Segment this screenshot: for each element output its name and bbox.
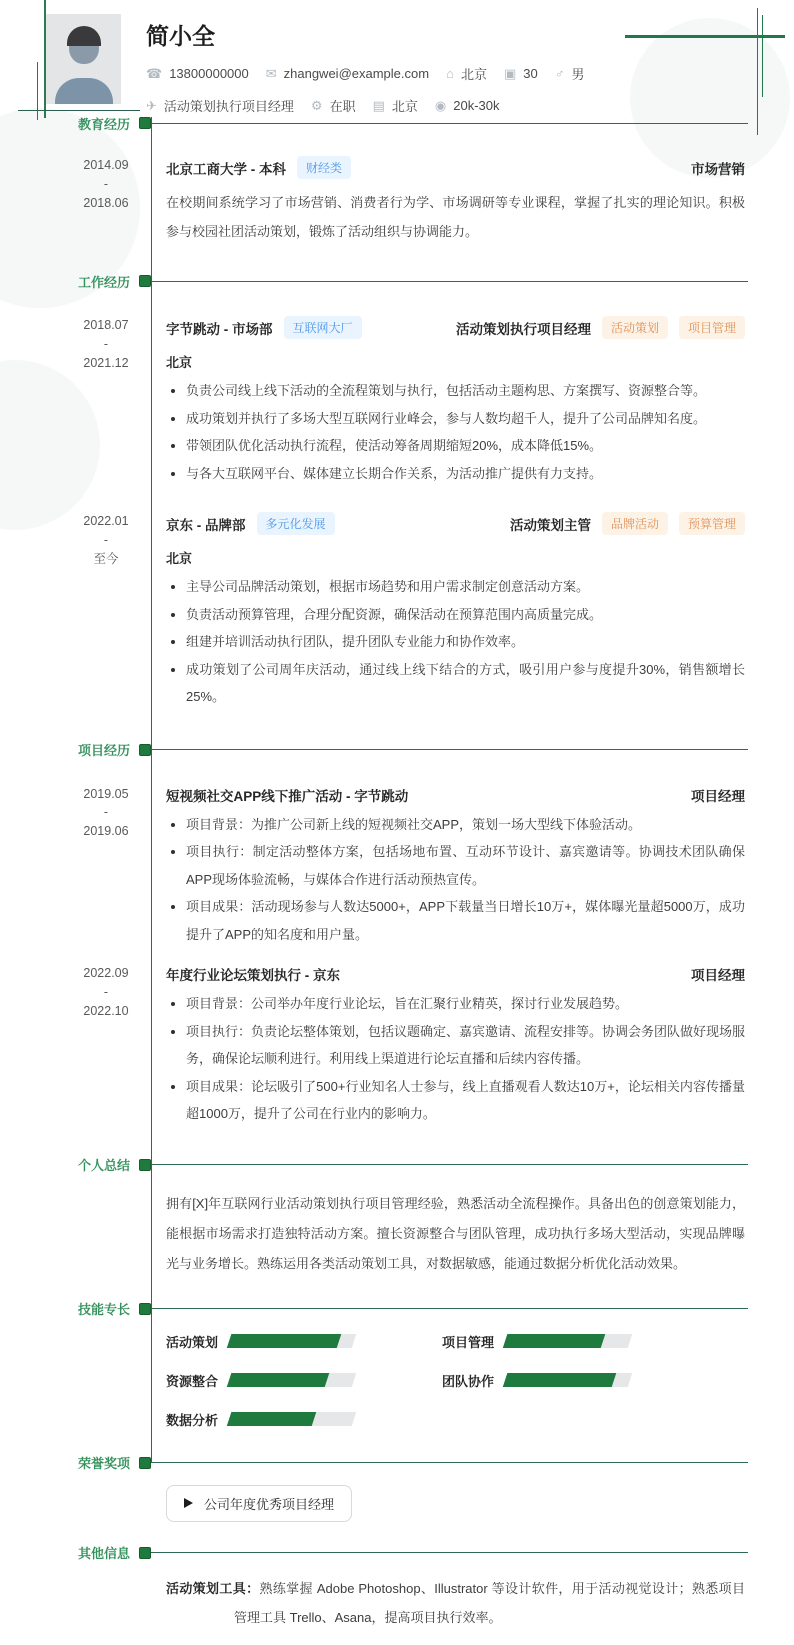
bullet-item: 主导公司品牌活动策划，根据市场趋势和用户需求制定创意活动方案。 (166, 573, 745, 601)
timeline-marker-icon (139, 275, 151, 287)
skill-bar (503, 1334, 633, 1348)
section-label-skills: 技能专长 (77, 1302, 130, 1317)
work-1-bullets (166, 377, 745, 487)
section-header-honors (0, 1456, 794, 1470)
skill-bar (227, 1373, 357, 1387)
bullet-item: 成功策划了公司周年庆活动，通过线上线下结合的方式，吸引用户参与度提升30%，销售额增长25%。 (166, 656, 745, 711)
bullet-item: 与各大互联网平台、媒体建立长期合作关系，为活动推广提供有力支持。 (166, 460, 745, 488)
skill-item (166, 1332, 398, 1351)
timeline-marker-icon (139, 117, 151, 129)
school-name: 北京工商大学 - 本科 (166, 161, 286, 177)
section-label-summary: 个人总结 (77, 1158, 130, 1173)
education-tag: 财经类 (297, 156, 351, 179)
project-entry-1 (0, 757, 794, 949)
job-tag: 品牌活动 (602, 512, 668, 535)
honors-entry (0, 1470, 794, 1522)
age-item (504, 66, 538, 82)
skills-entry (0, 1316, 794, 1429)
timeline-marker-icon (139, 1457, 151, 1469)
section-header-education (0, 116, 794, 130)
job-tag: 预算管理 (679, 512, 745, 535)
bullet-item: 带领团队优化活动执行流程，使活动筹备周期缩短20%，成本降低15%。 (166, 432, 745, 460)
timeline-marker-icon (139, 744, 151, 756)
education-dates: 2014.09 - 2018.06 (83, 158, 129, 210)
bullet-item: 项目执行：负责论坛整体策划，包括议题确定、嘉宾邀请、流程安排等。协调会务团队做好现场服务，确保论坛顺利进行。利用线上渠道进行论坛直播和后续内容传播。 (166, 1018, 745, 1073)
skill-name: 项目管理 (442, 1334, 495, 1350)
location-item (446, 64, 487, 83)
bullet-item: 组建并培训活动执行团队，提升团队专业能力和协作效率。 (166, 628, 745, 656)
company-name: 字节跳动 - 市场部 (166, 321, 273, 337)
status-icon: ⚙ (310, 97, 323, 113)
phone-item (146, 66, 249, 82)
other-info-text (166, 1574, 745, 1632)
timeline-marker-icon (139, 1547, 151, 1559)
project-role: 项目经理 (691, 968, 745, 983)
resume-header (0, 0, 794, 114)
city-icon: ▤ (372, 97, 385, 113)
phone-number: 13800000000 (169, 66, 249, 81)
education-entry (0, 130, 794, 246)
project-entry-2 (0, 964, 794, 1128)
bullet-item: 负责活动预算管理，合理分配资源，确保活动在预算范围内高质量完成。 (166, 601, 745, 629)
other-info-description: 熟练掌握 Adobe Photoshop、Illustrator 等设计软件，用于活动视觉设计；熟悉项目管理工具 Trello、Asana，提高项目执行效率。 (234, 1580, 745, 1625)
work-2-bullets (166, 573, 745, 711)
honor-badge (166, 1485, 352, 1522)
section-label-other: 其他信息 (77, 1546, 130, 1561)
section-divider (151, 123, 748, 124)
email-address: zhangwei@example.com (283, 66, 430, 81)
skill-item (166, 1410, 398, 1429)
work-2-dates: 2022.01 - 至今 (83, 514, 129, 566)
honor-text: 公司年度优秀项目经理 (204, 1496, 335, 1512)
skill-bar (227, 1334, 357, 1348)
section-divider (151, 1462, 748, 1463)
skill-bar (227, 1412, 357, 1426)
city-item (373, 96, 418, 115)
status-text: 在职 (329, 99, 356, 114)
section-divider (151, 1164, 748, 1165)
salary-item (435, 98, 500, 114)
skill-item (166, 1371, 398, 1390)
play-icon (184, 1498, 193, 1508)
bullet-item: 项目背景：为推广公司新上线的短视频社交APP，策划一场大型线下体验活动。 (166, 811, 745, 839)
gender-icon: ♂ (554, 66, 565, 81)
salary-icon: ◉ (434, 97, 447, 113)
company-tag: 互联网大厂 (284, 316, 362, 339)
bullet-item: 成功策划并执行了多场大型互联网行业峰会，参与人数均超千人，提升了公司品牌知名度。 (166, 405, 745, 433)
education-description: 在校期间系统学习了市场营销、消费者行为学、市场调研等专业课程，掌握了扎实的理论知识。积极参与校园社团活动策划，锻炼了活动组织与协调能力。 (166, 195, 745, 239)
age-icon: ▣ (503, 65, 517, 81)
work-location: 北京 (166, 551, 193, 566)
contact-row-1 (146, 64, 584, 83)
location-text: 北京 (460, 67, 487, 82)
bullet-item: 负责公司线上线下活动的全流程策划与执行，包括活动主题构思、方案撰写、资源整合等。 (166, 377, 745, 405)
salary-text: 20k-30k (453, 98, 500, 113)
position-icon: ✈ (146, 97, 157, 113)
section-divider (151, 1308, 748, 1309)
section-header-work (0, 274, 794, 288)
skill-item (442, 1332, 674, 1351)
bullet-item: 项目背景：公司举办年度行业论坛，旨在汇聚行业精英，探讨行业发展趋势。 (166, 990, 745, 1018)
location-icon: ⌂ (446, 66, 454, 81)
section-label-honors: 荣誉奖项 (77, 1456, 130, 1471)
skill-name: 数据分析 (166, 1412, 219, 1428)
project-2-bullets (166, 990, 745, 1128)
other-info-term: 活动策划工具： (166, 1580, 260, 1596)
work-entry-1 (0, 288, 794, 487)
status-item (311, 96, 356, 115)
timeline-marker-icon (139, 1159, 151, 1171)
job-tag: 活动策划 (602, 316, 668, 339)
summary-text: 拥有[X]年互联网行业活动策划执行项目管理经验，熟悉活动全流程操作。具备出色的创意策划能力，能根据市场需求打造独特活动方案。擅长资源整合与团队管理，成功执行多场大型活动，实现品牌曝光与业务增长。熟练运用各类活动策划工具，对数据敏感，能通过数据分析优化活动效果。 (166, 1195, 745, 1271)
project-name: 年度行业论坛策划执行 - 京东 (166, 968, 340, 983)
section-label-work: 工作经历 (77, 274, 130, 290)
project-name: 短视频社交APP线下推广活动 - 字节跳动 (166, 788, 409, 804)
section-divider (151, 1552, 748, 1553)
project-1-bullets (166, 811, 745, 949)
project-2-dates: 2022.09 - 2022.10 (83, 966, 129, 1018)
job-title: 活动策划主管 (509, 517, 591, 533)
section-label-projects: 项目经历 (77, 743, 130, 758)
work-entry-2 (0, 512, 794, 711)
work-location: 北京 (166, 355, 193, 370)
project-role: 项目经理 (691, 788, 745, 804)
gender-item (555, 64, 585, 83)
section-divider (151, 749, 748, 750)
email-icon: ✉ (265, 65, 277, 81)
other-entry (0, 1560, 794, 1645)
position-item (146, 96, 294, 115)
gender-text: 男 (571, 67, 585, 82)
section-label-education: 教育经历 (77, 116, 130, 132)
position-text: 活动策划执行项目经理 (163, 99, 294, 114)
skill-name: 团队协作 (442, 1373, 495, 1389)
section-header-other (0, 1546, 794, 1560)
email-item (266, 66, 429, 82)
timeline-marker-icon (139, 1303, 151, 1315)
bullet-item: 项目成果：活动现场参与人数达5000+，APP下载量当日增长10万+，媒体曝光量超5000万，成功提升了APP的知名度和用户量。 (166, 893, 745, 948)
major-name: 市场营销 (691, 161, 745, 177)
work-1-dates: 2018.07 - 2021.12 (83, 318, 129, 370)
candidate-name: 简小全 (146, 23, 215, 49)
city-text: 北京 (391, 99, 418, 114)
section-header-skills (0, 1302, 794, 1316)
job-title: 活动策划执行项目经理 (455, 321, 591, 337)
job-tag: 项目管理 (679, 316, 745, 339)
section-divider (151, 281, 748, 282)
company-name: 京东 - 品牌部 (166, 517, 246, 533)
skill-item (442, 1371, 674, 1390)
section-header-projects (0, 743, 794, 757)
age-text: 30 (523, 66, 538, 81)
skill-bar (503, 1373, 633, 1387)
company-tag: 多元化发展 (257, 512, 335, 535)
skill-name: 活动策划 (166, 1334, 219, 1350)
skill-name: 资源整合 (166, 1373, 219, 1389)
bullet-item: 项目成果：论坛吸引了500+行业知名人士参与，线上直播观看人数达10万+，论坛相关内容传播量超1000万，提升了公司在行业内的影响力。 (166, 1073, 745, 1128)
project-1-dates: 2019.05 - 2019.06 (83, 786, 129, 838)
contact-row-2 (146, 96, 584, 115)
bullet-item: 项目执行：制定活动整体方案，包括场地布置、互动环节设计、嘉宾邀请等。协调技术团队确保APP现场体验流畅，与媒体合作进行活动预热宣传。 (166, 838, 745, 893)
section-header-summary (0, 1158, 794, 1172)
phone-icon: ☎ (146, 65, 163, 81)
profile-photo (46, 14, 121, 104)
summary-entry (0, 1172, 794, 1279)
